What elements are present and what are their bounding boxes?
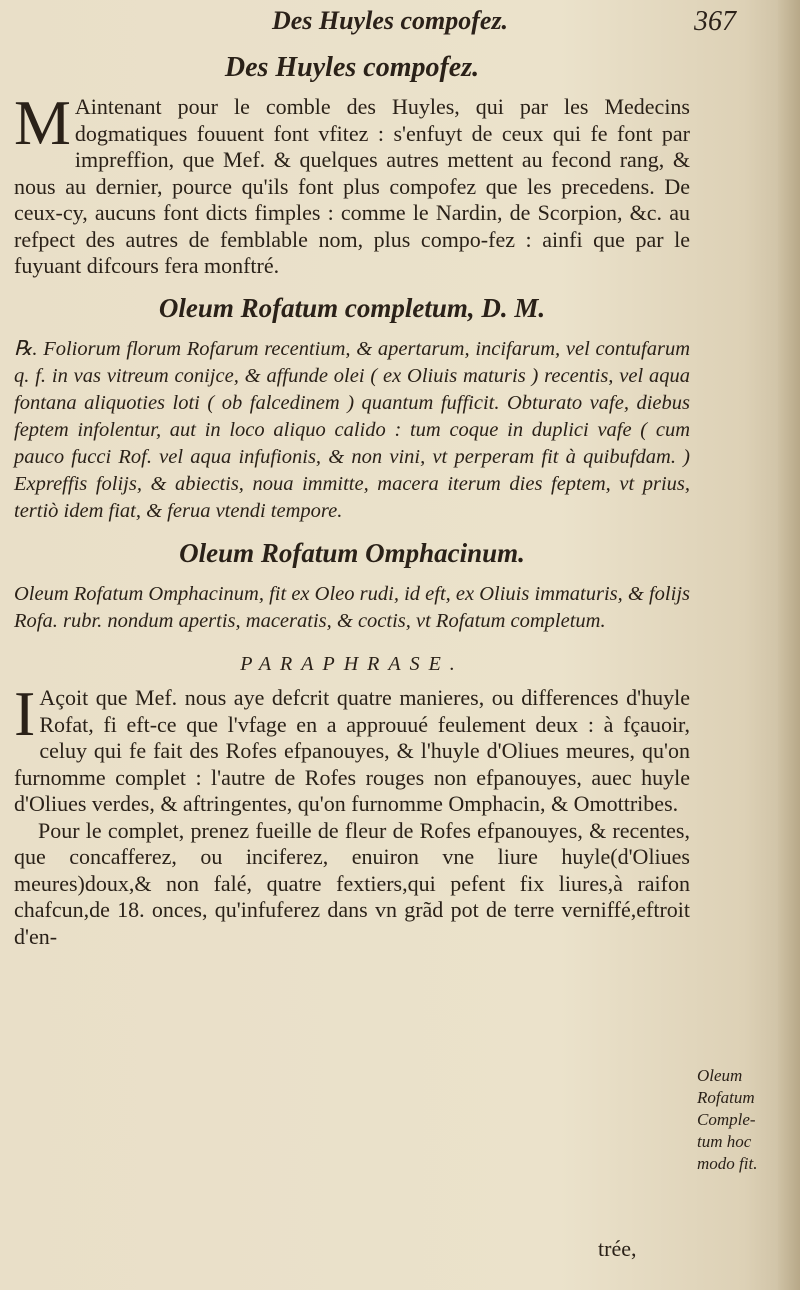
section-title: Des Huyles compofez. [224,52,480,83]
paraphrase-paragraph-1: IAçoit que Mef. nous aye defcrit quatre manieres, ou differences d'huyle Rofat, fi eft-ce que l'vfage en a approuué feulement deux : à fçauoir, celuy qui fe fait des Rofes efpanouyes, & l'huyle d'Oliues meures, qu'on furnomme complet : l'autre de Rofes rouges non efpanouyes, auec huyle d'Oliues verdes, & aftringentes, qu'on furnomme Omphacin, & Omottribes. [14,678,690,816]
running-head [0,6,780,42]
recipe-2-title: Oleum Rofatum Omphacinum. [179,537,525,568]
margin-note-line: Oleum [697,1066,743,1085]
margin-note-line: tum hoc [697,1132,752,1151]
intro-paragraph: MAintenant pour le comble des Huyles, qui par les Medecins dogmatiques fouuent font vfitez : s'enfuyt de ceux qui fe font par impreffion, que Mef. & quelques autres mettent au fecond rang, & nous au dernier, pource qu'ils font plus compofez que les precedens. De ceux-cy, aucuns font dicts fimples : comme le Nardin, de Scorpion, &c. au refpect des autres de femblable nom, plus compo-fez : ainfi que par le fuyuant difcours fera monftré. [14,87,690,278]
catchword: trée, [598,1236,637,1261]
margin-note-line: Comple- [697,1110,756,1129]
main-text-column [14,52,690,950]
page-number: 367 [694,6,736,37]
margin-note [697,1065,779,1175]
recipe-2-text: Oleum Rofatum Omphacinum, fit ex Oleo rudi, id eft, ex Oliuis immaturis, & folijs Rofa. rubr. nondum apertis, maceratis, & coctis, vt Rofatum completum. [14,582,690,632]
paraphrase-heading: PARAPHRASE. [240,652,464,675]
recipe-1-text: ℞. Foliorum florum Rofarum recentium, & apertarum, incifarum, vel contufarum q. f. in vas vitreum conijce, & affunde olei ( ex Oliuis maturis ) recentis, vel aqua fontana aliquoties loti ( ob falcedinem ) quantum fufficit. Obturato vafe, diebus feptem infolentur, aut in loco aliquo calido : tum coque in duplici vafe ( cum pauco fucci Rof. vel aqua infufionis, & non vini, vt perperam fit à quibufdam. ) Expreffis folijs, & abiectis, noua immitte, macera iterum dies feptem, vt prius, tertiò idem fiat, & ferua vtendi tempore. [14,337,690,522]
running-title: Des Huyles compofez. [271,6,509,35]
margin-note-line: Rofatum [697,1088,755,1107]
margin-note-line: modo fit. [697,1154,758,1173]
page-gutter [778,0,800,1290]
recipe-1-title: Oleum Rofatum completum, D. M. [158,292,546,323]
paraphrase-paragraph-2: Pour le complet, prenez fueille de fleur de Rofes efpanouyes, & recentes, que concafferez, ou inciferez, enuiron vne liure huyle(d'Oliues meures)doux,& non falé, quatre fextiers,qui pefent fix liures,à raifon chafcun,de 18. onces, qu'infuferez dans vn grãd pot de terre verniffé,eftroit d'en- [14,817,690,949]
